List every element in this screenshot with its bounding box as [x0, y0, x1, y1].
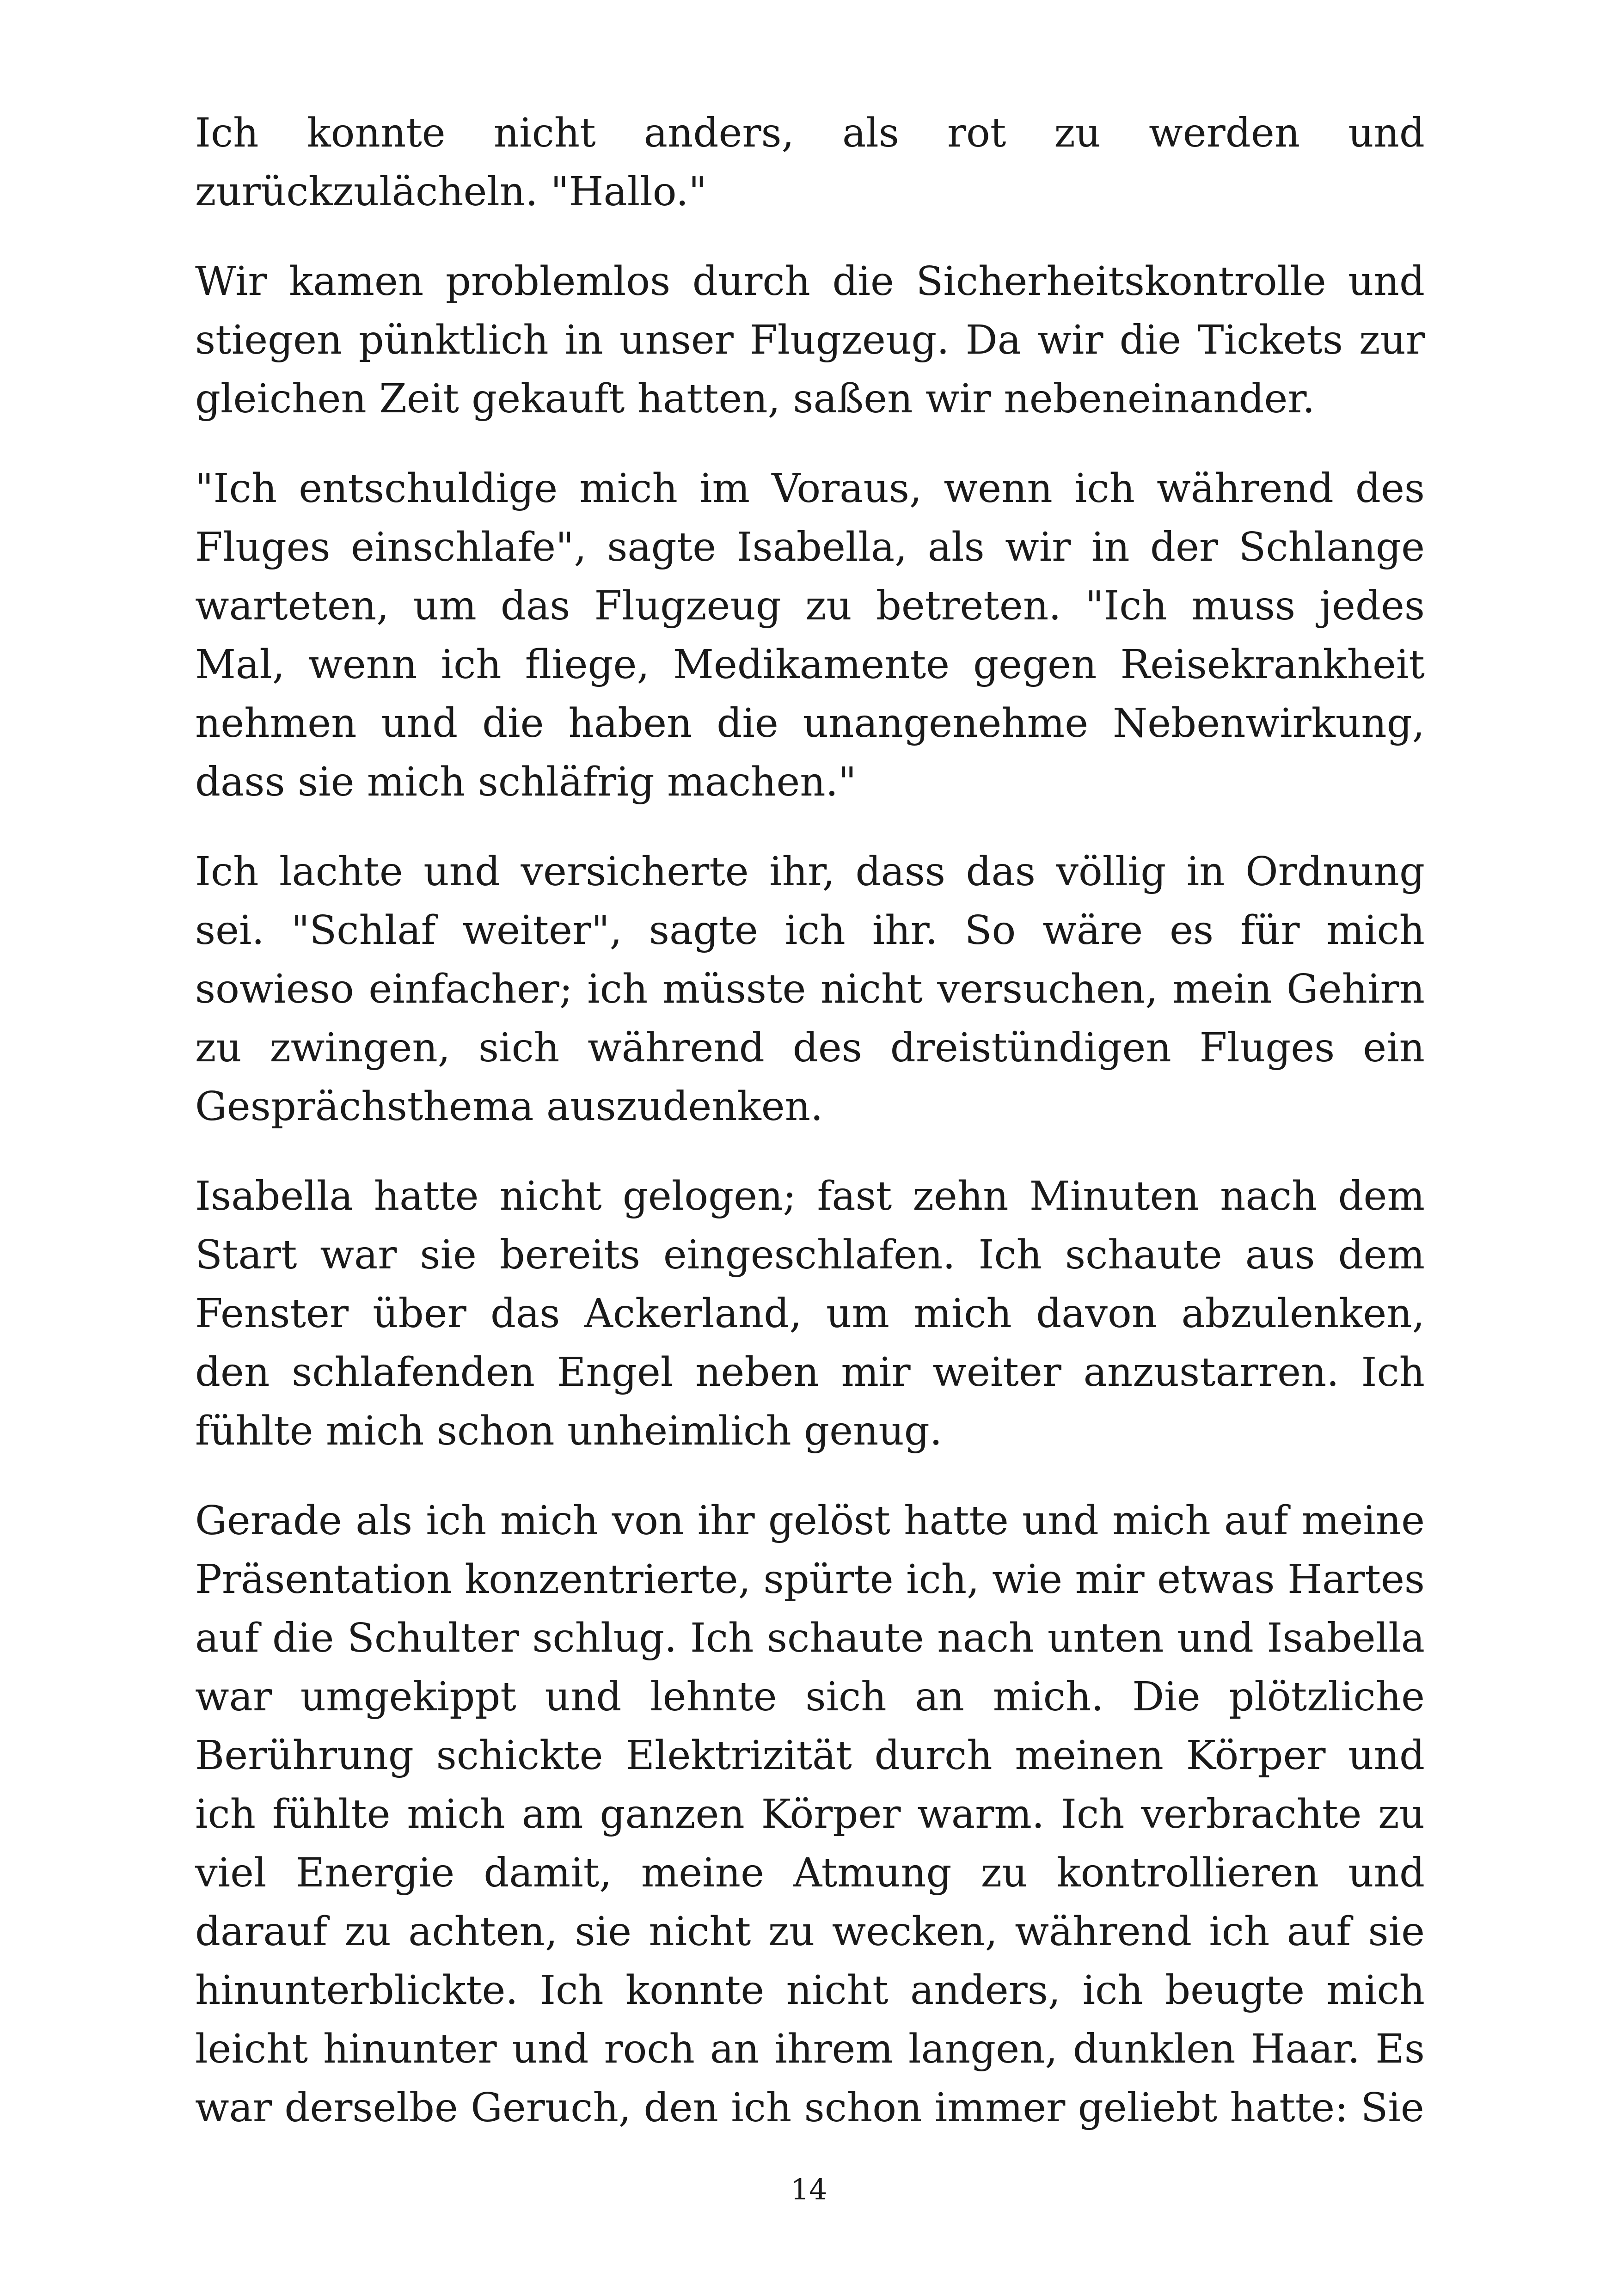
paragraph: Wir kamen problemlos durch die Sicherheitskontrolle und stiegen pünktlich in unser Flugzeug. Da wir die Tickets zur gleichen Zeit gekauft hatten, saßen wir nebeneinander. [195, 258, 1425, 422]
page-number: 14 [791, 2173, 827, 2206]
paragraph: Ich lachte und versicherte ihr, dass das völlig in Ordnung sei. "Schlaf weiter", sagte ich ihr. So wäre es für mich sowieso einfacher; ich müsste nicht versuchen, mein Gehirn zu zwingen, sich während des dreistündigen Fluges ein Gesprächsthema auszudenken. [195, 849, 1425, 1130]
paragraph: Ich konnte nicht anders, als rot zu werden und zurückzulächeln. "Hallo." [195, 110, 1425, 215]
page-body-text [195, 104, 1425, 2168]
paragraph: Gerade als ich mich von ihr gelöst hatte und mich auf meine Präsentation konzentrierte, spürte ich, wie mir etwas Hartes auf die Schulter schlug. Ich schaute nach unten und Isabella war umgekippt und lehnte sich an mich. Die plötzliche Berührung schickte Elektrizität durch meinen Körper und ich fühlte mich am ganzen Körper warm. Ich verbrachte zu viel Energie damit, meine Atmung zu kontrollieren und darauf zu achten, sie nicht zu wecken, während ich auf sie hinunterblickte. Ich konnte nicht anders, ich beugte mich leicht hinunter und roch an ihrem langen, dunklen Haar. Es war derselbe Geruch, den ich schon immer geliebt hatte: Sie [195, 1498, 1425, 2131]
paragraph: "Ich entschuldige mich im Voraus, wenn ich während des Fluges einschlafe", sagte Isabella, als wir in der Schlange warteten, um das Flugzeug zu betreten. "Ich muss jedes Mal, wenn ich fliege, Medikamente gegen Reisekrankheit nehmen und die haben die unangenehme Nebenwirkung, dass sie mich schläfrig machen." [195, 465, 1425, 805]
paragraph: Isabella hatte nicht gelogen; fast zehn Minuten nach dem Start war sie bereits eingeschlafen. Ich schaute aus dem Fenster über das Ackerland, um mich davon abzulenken, den schlafenden Engel neben mir weiter anzustarren. Ich fühlte mich schon unheimlich genug. [195, 1173, 1425, 1454]
